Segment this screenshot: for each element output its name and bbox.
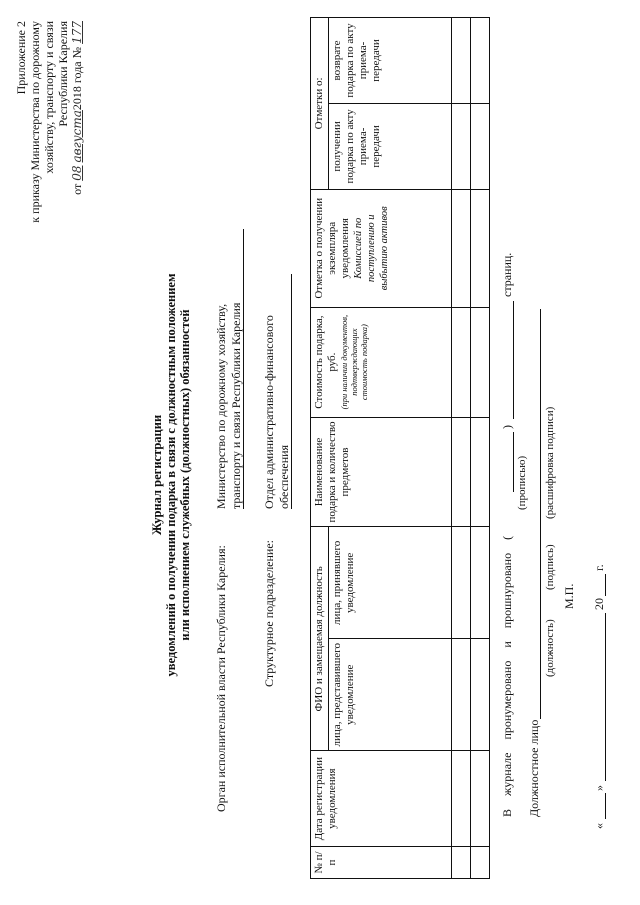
header-fio: ФИО и замещаемая должность xyxy=(311,527,329,751)
date-close-quote: » xyxy=(592,785,606,791)
header-fio-receiver: лица, принявшего уведомление xyxy=(329,527,452,639)
header-number: № п/п xyxy=(311,847,452,879)
handwritten-month: августа xyxy=(70,110,84,163)
org-label: Орган исполнительной власти Республики Карелия: xyxy=(214,545,228,812)
division-value-line-2: обеспечения xyxy=(277,274,292,509)
journal-table xyxy=(310,17,490,879)
date-month-line xyxy=(605,613,606,781)
header-marks: Отметки о: xyxy=(311,18,329,190)
title-line-2: уведомлений о получении подарка в связи с должностным положением xyxy=(164,273,178,677)
date-year-prefix: 20 xyxy=(592,598,606,610)
receipt-mark-note: Комиссией по поступлению и выбытию активов xyxy=(353,206,390,291)
title-line-1: Журнал регистрации xyxy=(150,414,164,536)
appendix-republic-line: Республики Карелия xyxy=(56,21,70,127)
numbered-close-paren: ) xyxy=(500,425,514,429)
in-words-caption: (прописью) xyxy=(516,455,528,510)
journal-title xyxy=(150,165,192,785)
decoding-caption: (расшифровка подписи) xyxy=(544,406,556,519)
header-marks-returned: возврате подарка по акту приема-передачи xyxy=(329,18,452,104)
org-value-line-2: транспорту и связи Республики Карелия xyxy=(229,229,244,509)
handwritten-order-number: 177 xyxy=(70,21,84,44)
division-value-line-1: Отдел административно-финансового xyxy=(262,315,276,509)
page-count-line xyxy=(513,301,514,419)
date-day-line xyxy=(605,793,606,819)
signature-caption: (подпись) xyxy=(544,544,556,590)
table-row xyxy=(471,18,490,879)
table-row xyxy=(452,18,471,879)
division-label: Структурное подразделение: xyxy=(262,539,276,687)
title-line-3: или исполнением служебных (должностных) обязанностей xyxy=(178,309,192,641)
header-fio-submitter: лица, представившего уведомление xyxy=(329,639,452,751)
appendix-ministry-line: хозяйству, транспорту и связи xyxy=(42,21,56,174)
numbered-text: В журнале пронумеровано и прошнуровано ( xyxy=(500,535,514,817)
appendix-date-line: от 08 августа2018 года № 177 xyxy=(70,21,84,195)
date-year-suffix: г. xyxy=(592,564,606,571)
header-marks-received: получении подарка по акту приема-передачи xyxy=(329,103,452,189)
appendix-header xyxy=(14,21,84,251)
header-gift-name: Наименование подарка и количество предметов xyxy=(311,417,452,527)
appendix-number: Приложение 2 xyxy=(14,21,28,95)
position-caption: (должность) xyxy=(544,619,556,677)
appendix-order-line: к приказу Министерства по дорожному xyxy=(28,21,42,223)
cost-note: (при наличии документов, подтверждающих стоимость подарка) xyxy=(339,314,369,410)
date-year-line xyxy=(605,574,606,596)
official-signature-line xyxy=(540,309,541,719)
org-value-line-1: Министерство по дорожному хозяйству, xyxy=(214,303,228,509)
page-count-words-line xyxy=(513,432,514,492)
official-label: Должностное лицо xyxy=(527,719,541,817)
header-receipt-mark: Отметка о получении экземпляра уведомления Комиссией по поступлению и выбытию активов xyxy=(311,189,452,307)
header-cost: Стоимость подарка, руб. (при наличии документов, подтверждающих стоимость подарка) xyxy=(311,307,452,417)
handwritten-day: 08 xyxy=(70,165,84,181)
date-open-quote: « xyxy=(592,823,606,829)
pages-text: страниц. xyxy=(500,252,514,297)
header-date: Дата регистрации уведомления xyxy=(311,751,452,847)
stamp-label: М.П. xyxy=(562,583,576,609)
